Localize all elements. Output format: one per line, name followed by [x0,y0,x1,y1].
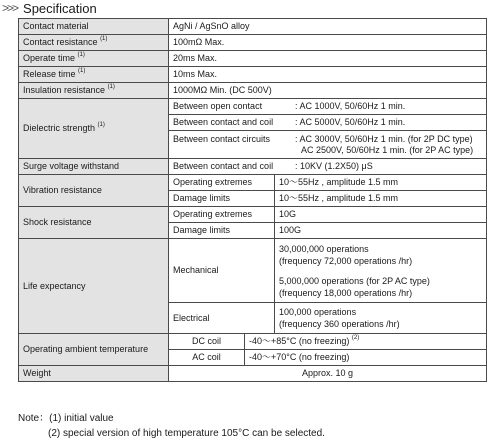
vibration-condition: Damage limits [169,191,275,207]
life-electrical-label: Electrical [169,303,275,334]
shock-value: 10G [275,207,487,223]
table-row [19,19,487,35]
table-row [19,159,487,175]
shock-value: 100G [275,223,487,239]
shock-condition: Operating extremes [169,207,275,223]
table-row [19,334,487,350]
heading-marker-icon: >>> [2,1,18,15]
surge-voltage-value: : 10KV (1.2X50) μS [295,161,373,171]
footnote-marker: (1) [78,68,86,74]
dielectric-row-content [173,101,405,112]
dielectric-row-content [173,117,405,128]
dielectric-row-content [173,134,473,156]
dielectric-row [169,131,487,159]
row-label-vibration-resistance: Vibration resistance [19,175,169,207]
note-line-2: (2) special version of high temperature 105°C can be selected. [48,428,325,439]
table-row [19,99,487,115]
footnote-marker: (1) [107,84,115,90]
dielectric-value: : AC 5000V, 50/60Hz 1 min. [295,117,406,127]
row-label-release-time: Release time $^{(1)}$ [19,67,169,83]
row-label-weight: Weight [19,366,169,382]
row-label-insulation-resistance: Insulation resistance $^{(1)}$ [19,83,169,99]
value-insulation-resistance: 1000MΩ Min. (DC 500V) [169,83,487,99]
vibration-value: 10～55Hz , amplitude 1.5 mm [275,191,487,207]
table-row [19,207,487,223]
row-label-dielectric-strength: Dielectric strength $^{(1)}$ [19,99,169,159]
vibration-value: 10～55Hz , amplitude 1.5 mm [275,175,487,191]
row-label-contact-resistance: Contact resistance $^{(1)}$ [19,35,169,51]
table-row [19,175,487,191]
row-label-surge-voltage: Surge voltage withstand [19,159,169,175]
footnote-marker: (1) [97,122,105,128]
row-label-shock-resistance: Shock resistance [19,207,169,239]
life-mechanical-label: Mechanical [169,239,275,303]
footnote-marker: (1) [77,52,85,58]
row-label-ambient-temperature: Operating ambient temperature [19,334,169,366]
dielectric-value: AC 2500V, 50/60Hz 1 min. (for 2P AC type) [301,144,474,155]
table-row [19,67,487,83]
dielectric-condition: Between contact and coil [173,117,274,127]
row-label-operate-time: Operate time $^{(1)}$ [19,51,169,67]
section-title: Specification [23,0,97,16]
table-row [19,35,487,51]
value-weight: Approx. 10 g [169,366,487,382]
table-row [19,83,487,99]
value-contact-material: AgNi / AgSnO alloy [169,19,487,35]
dielectric-condition: Between contact circuits [173,133,271,144]
row-label-life-expectancy: Life expectancy [19,239,169,334]
surge-voltage-content [173,161,373,172]
section-heading [2,0,97,16]
ambient-value: -40～+85°C (no freezing) $^{(2)}$ [245,334,487,350]
note-line-1: Note：(1) initial value [18,413,114,424]
specification-table [18,18,487,382]
shock-condition: Damage limits [169,223,275,239]
footnote-marker: (2) [351,335,360,341]
ambient-coil: DC coil [169,334,245,350]
table-row [19,51,487,67]
value-operate-time: 20ms Max. [169,51,487,67]
life-mechanical-value: 30,000,000 operations (frequency 72,000 operations /hr) 5,000,000 operations (for 2P AC type) (frequency 18,000 operations /hr) [275,239,487,303]
value-release-time: 10ms Max. [169,67,487,83]
dielectric-row [169,115,487,131]
table-row [19,239,487,303]
table-row [19,366,487,382]
ambient-value: -40～+70°C (no freezing) [245,350,487,366]
dielectric-value: : AC 3000V, 50/60Hz 1 min. (for 2P DC type) [295,133,473,144]
value-contact-resistance: 100mΩ Max. [169,35,487,51]
footnote-marker: (1) [100,36,108,42]
vibration-condition: Operating extremes [169,175,275,191]
surge-voltage-condition: Between contact and coil [173,161,274,171]
surge-voltage-row [169,159,487,175]
life-electrical-value: 100,000 operations (frequency 360 operations /hr) [275,303,487,334]
dielectric-value: : AC 1000V, 50/60Hz 1 min. [295,101,406,111]
dielectric-row [169,99,487,115]
ambient-coil: AC coil [169,350,245,366]
row-label-contact-material: Contact material [19,19,169,35]
dielectric-condition: Between open contact [173,101,263,111]
